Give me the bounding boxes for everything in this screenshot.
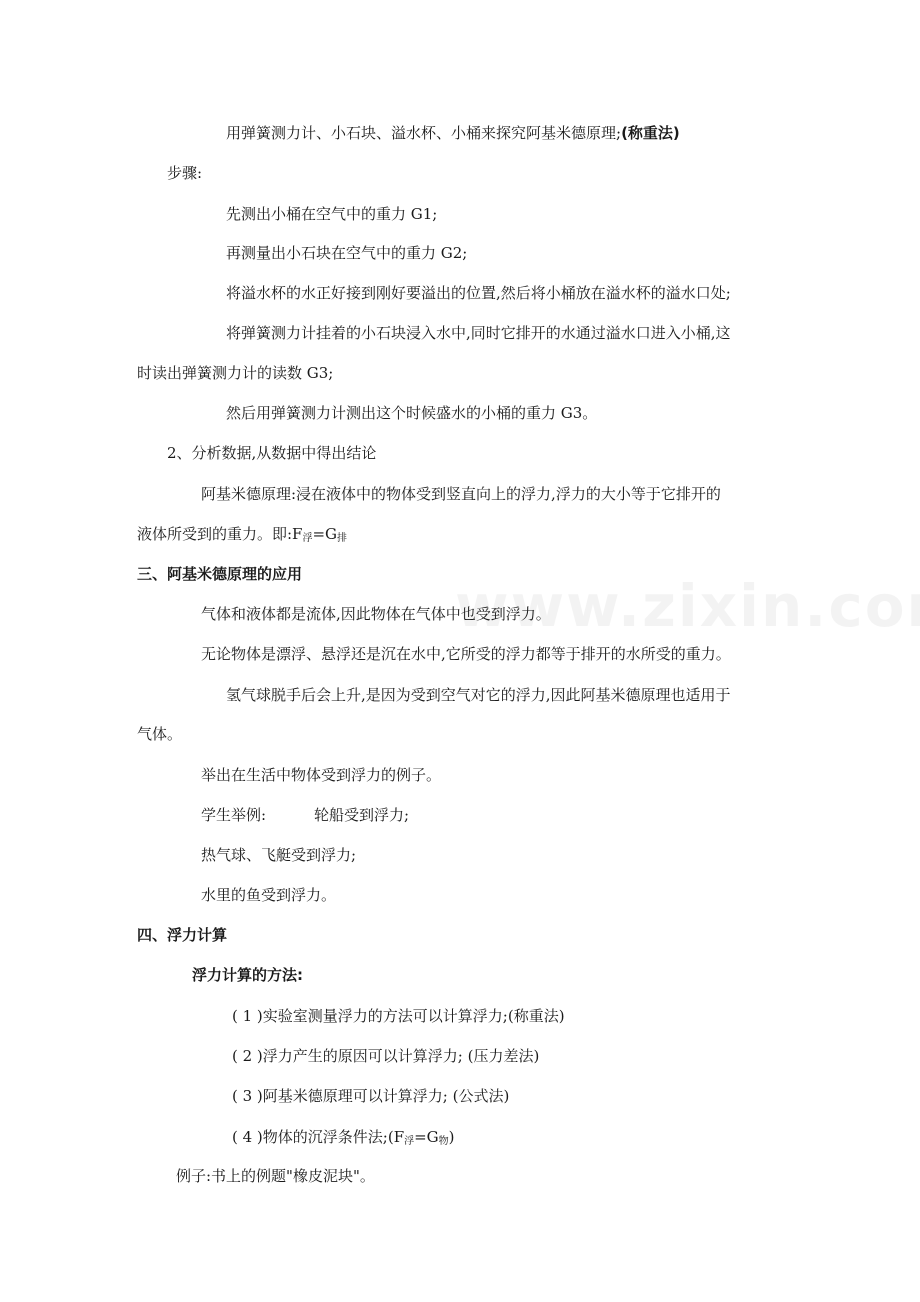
step-2: 再测量出小石块在空气中的重力 G2;	[226, 244, 468, 262]
step-4: 将弹簧测力计挂着的小石块浸入水中,同时它排开的水通过溢水口进入小桶,这	[226, 324, 731, 342]
method-2: ( 2 )浮力产生的原因可以计算浮力; (压力差法)	[232, 1047, 540, 1065]
step-1: 先测出小桶在空气中的重力 G1;	[226, 205, 438, 223]
principle-subscript-displaced: 排	[337, 533, 348, 544]
section3-para-3-line-2: 气体。	[137, 725, 183, 743]
method-4-prefix: ( 4 )物体的沉浮条件法;(F	[232, 1128, 405, 1146]
principle-line-1: 阿基米德原理:浸在液体中的物体受到竖直向上的浮力,浮力的大小等于它排开的	[201, 485, 721, 503]
section3-para-4: 举出在生活中物体受到浮力的例子。	[201, 766, 442, 784]
method-intro-method: (称重法)	[621, 124, 680, 142]
worked-example: 例子:书上的例题"橡皮泥块"。	[176, 1167, 375, 1185]
example-balloon: 热气球、飞艇受到浮力;	[201, 846, 357, 864]
analysis-heading: 2、分析数据,从数据中得出结论	[167, 444, 377, 462]
method-4-subscript-float: 浮	[404, 1136, 415, 1147]
step-4-continued: 时读出弹簧测力计的读数 G3;	[137, 364, 334, 382]
steps-label: 步骤:	[167, 164, 203, 182]
principle-equals: =G	[312, 525, 338, 543]
step-3: 将溢水杯的水正好接到刚好要溢出的位置,然后将小桶放在溢水杯的溢水口处;	[226, 284, 731, 302]
section3-title: 三、阿基米德原理的应用	[137, 565, 303, 583]
method-intro	[226, 123, 680, 143]
method-4-subscript-object: 物	[438, 1136, 449, 1147]
method-4	[232, 1127, 455, 1152]
step-5: 然后用弹簧测力计测出这个时候盛水的小桶的重力 G3。	[226, 404, 598, 422]
example-fish: 水里的鱼受到浮力。	[201, 886, 337, 904]
method-1: ( 1 )实验室测量浮力的方法可以计算浮力;(称重法)	[232, 1007, 565, 1025]
method-3: ( 3 )阿基米德原理可以计算浮力; (公式法)	[232, 1087, 510, 1105]
principle-line-2	[137, 524, 347, 549]
principle-subscript-float: 浮	[302, 533, 313, 544]
principle-text: 液体所受到的重力。即:F	[137, 525, 303, 543]
method-intro-text: 用弹簧测力计、小石块、溢水杯、小桶来探究阿基米德原理;	[226, 124, 622, 142]
methods-title: 浮力计算的方法:	[192, 966, 303, 984]
examples-label: 学生举例:	[201, 806, 267, 824]
section4-title: 四、浮力计算	[137, 926, 228, 944]
method-4-equals: =G	[414, 1128, 439, 1146]
section3-para-2: 无论物体是漂浮、悬浮还是沉在水中,它所受的浮力都等于排开的水所受的重力。	[201, 645, 731, 663]
section3-para-3-line-1: 氢气球脱手后会上升,是因为受到空气对它的浮力,因此阿基米德原理也适用于	[226, 686, 731, 704]
method-4-suffix: )	[448, 1128, 455, 1146]
section3-para-1: 气体和液体都是流体,因此物体在气体中也受到浮力。	[201, 605, 551, 623]
example-ship: 轮船受到浮力;	[314, 806, 410, 824]
